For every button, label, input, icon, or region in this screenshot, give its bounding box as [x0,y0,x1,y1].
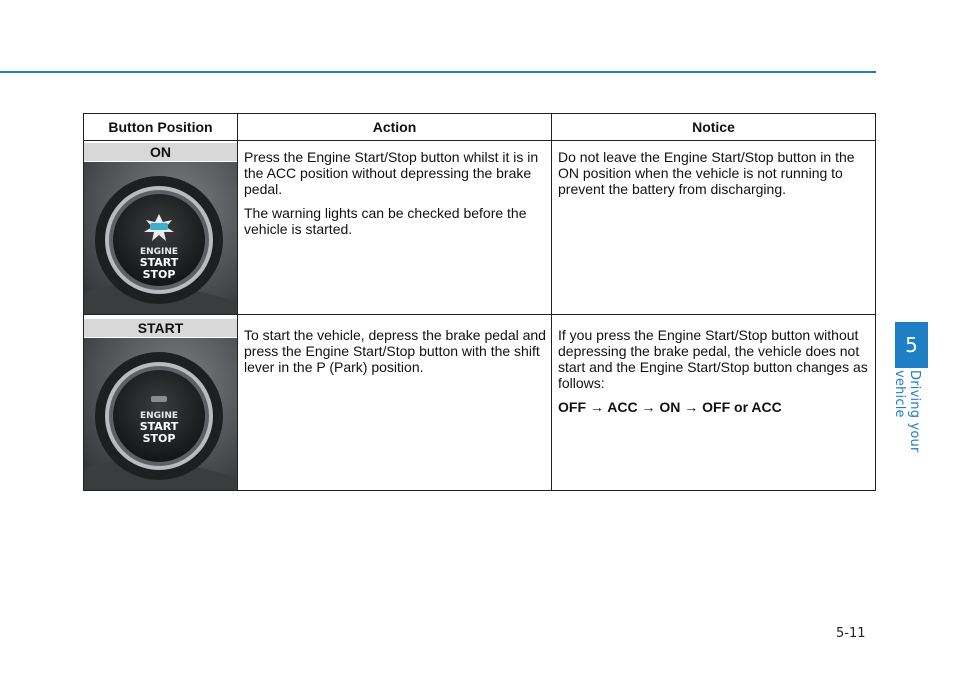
start-label: START [139,256,179,269]
stop-label: STOP [142,432,176,445]
header-action: Action [372,119,417,135]
chapter-number: 5 [905,333,918,357]
header-button-position: Button Position [108,119,213,135]
column-divider [237,114,238,490]
indicator-light-off-icon [151,396,167,402]
notice-on-text [558,149,870,205]
table-header [84,114,875,141]
notice-start-text [558,327,870,423]
action-start-text [244,327,546,383]
page-number: 5-11 [836,626,866,641]
stop-label: STOP [142,268,176,281]
state-sequence: OFF → ACC → ON → OFF or ACC [558,399,782,415]
engine-label: ENGINE [139,411,179,421]
notice-on-paragraph: Do not leave the Engine Start/Stop button in the ON position when the vehicle is not running to prevent the battery from discharging. [558,149,855,197]
start-label: START [139,420,179,433]
chapter-tab [895,322,928,368]
header-notice: Notice [692,119,735,135]
row-divider [84,314,875,315]
top-rule [0,71,876,73]
chapter-title: Driving your vehicle [892,370,922,453]
notice-start-paragraph: If you press the Engine Start/Stop button without depressing the brake pedal, the vehicle does not start and the Engine Start/Stop button changes as follows: [558,327,868,391]
start-stop-button-start-photo [84,338,237,490]
action-on-paragraph: Press the Engine Start/Stop button whilst it is in the ACC position without depressing the brake pedal. [244,149,539,197]
start-stop-button-on-photo [84,162,237,314]
action-on-paragraph: The warning lights can be checked before the vehicle is started. [244,205,527,237]
button-position-table [83,113,876,491]
column-divider [551,114,552,490]
position-on-label: ON [84,143,237,161]
action-on-text [244,149,546,245]
action-start-paragraph: To start the vehicle, depress the brake pedal and press the Engine Start/Stop button with the shift lever in the P (Park) position. [244,327,546,375]
position-start-label: START [84,319,237,337]
engine-label: ENGINE [139,247,179,257]
